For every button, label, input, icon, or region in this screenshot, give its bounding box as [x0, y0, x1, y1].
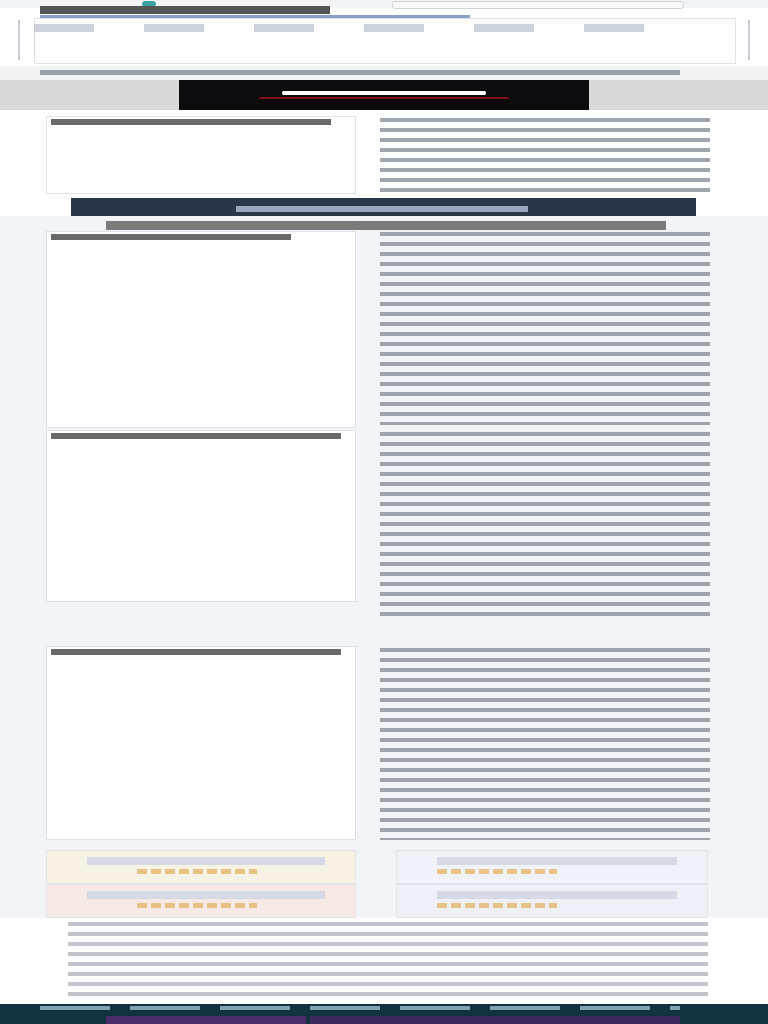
tile-1-rating	[137, 869, 257, 874]
right-divider	[748, 20, 750, 60]
section-2-heading	[51, 234, 291, 240]
tile-1[interactable]	[46, 850, 356, 884]
metadata-strip	[34, 24, 674, 32]
section-heading	[106, 221, 666, 230]
left-divider	[18, 20, 20, 60]
tile-2[interactable]	[396, 850, 708, 884]
footer-banner[interactable]	[310, 1016, 680, 1024]
ad-progress-bar	[282, 91, 486, 95]
section-3-left-card	[46, 430, 356, 602]
footer-links[interactable]	[40, 1006, 680, 1010]
tile-4-strip	[437, 891, 677, 899]
tile-4[interactable]	[396, 884, 708, 918]
section-3-heading	[51, 433, 341, 439]
page-text-lines	[68, 922, 708, 1000]
tile-2-rating	[437, 869, 557, 874]
tile-3-rating	[137, 903, 257, 908]
search-input[interactable]	[392, 1, 684, 9]
section-4-left-card	[46, 646, 356, 840]
page-title	[40, 6, 330, 14]
section-1-link-list[interactable]	[380, 118, 710, 194]
section-3-link-list[interactable]	[380, 432, 710, 622]
tile-3-strip	[87, 891, 325, 899]
tile-4-rating	[437, 903, 557, 908]
tile-1-strip	[87, 857, 325, 865]
section-2-left-card	[46, 231, 356, 428]
ad-banner[interactable]	[179, 80, 589, 110]
tile-3[interactable]	[46, 884, 356, 918]
section-4-heading	[51, 649, 341, 655]
promo-banner-content	[236, 206, 528, 212]
ad-accent-line	[259, 97, 509, 99]
section-1-left-card	[46, 116, 356, 194]
footer-badge[interactable]	[106, 1016, 306, 1024]
section-4-link-list[interactable]	[380, 648, 710, 840]
section-2-link-list[interactable]	[380, 232, 710, 425]
info-line	[40, 70, 680, 75]
tile-2-strip	[437, 857, 677, 865]
section-1-heading	[51, 119, 331, 125]
